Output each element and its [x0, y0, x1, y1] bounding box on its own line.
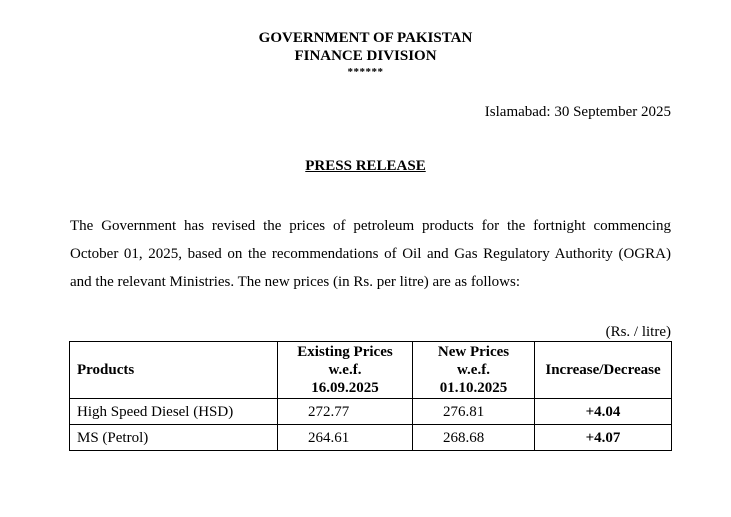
table-header-row	[70, 342, 672, 399]
row-change: +4.07	[535, 425, 672, 451]
row-product: MS (Petrol)	[70, 425, 278, 451]
row-existing-price: 272.77	[278, 399, 413, 425]
units-label: (Rs. / litre)	[605, 324, 671, 340]
header-government: GOVERNMENT OF PAKISTAN	[258, 30, 473, 46]
header-separator: ******	[347, 66, 384, 78]
header-existing-line2: w.e.f.	[328, 362, 362, 378]
header-new-line2: w.e.f.	[457, 362, 490, 378]
header-existing-line1: Existing Prices	[297, 344, 393, 360]
document-title-text: PRESS RELEASE	[305, 158, 426, 174]
price-table	[69, 341, 672, 451]
row-product: High Speed Diesel (HSD)	[70, 399, 278, 425]
header-new-prices	[413, 342, 535, 399]
row-new-price: 268.68	[413, 425, 535, 451]
row-change: +4.04	[535, 399, 672, 425]
row-new-price: 276.81	[413, 399, 535, 425]
header-division: FINANCE DIVISION	[294, 48, 437, 64]
header-change: Increase/Decrease	[535, 342, 672, 399]
row-existing-price: 264.61	[278, 425, 413, 451]
table-row	[70, 425, 672, 451]
header-new-line3: 01.10.2025	[439, 380, 508, 396]
body-paragraph: The Government has revised the prices of petroleum products for the fortnight commencing October 01, 2025, based on the recommendations of Oil and Gas Regulatory Authority (OGRA) and the relevant Ministries. The new prices (in Rs. per litre) are as follows:	[70, 218, 671, 290]
header-existing-line3: 16.09.2025	[311, 380, 379, 396]
header-existing-prices	[278, 342, 413, 399]
header-new-line1: New Prices	[437, 344, 510, 360]
table-row	[70, 399, 672, 425]
document-title	[0, 157, 731, 175]
header-products: Products	[70, 342, 278, 399]
date-line: Islamabad: 30 September 2025	[484, 104, 671, 120]
